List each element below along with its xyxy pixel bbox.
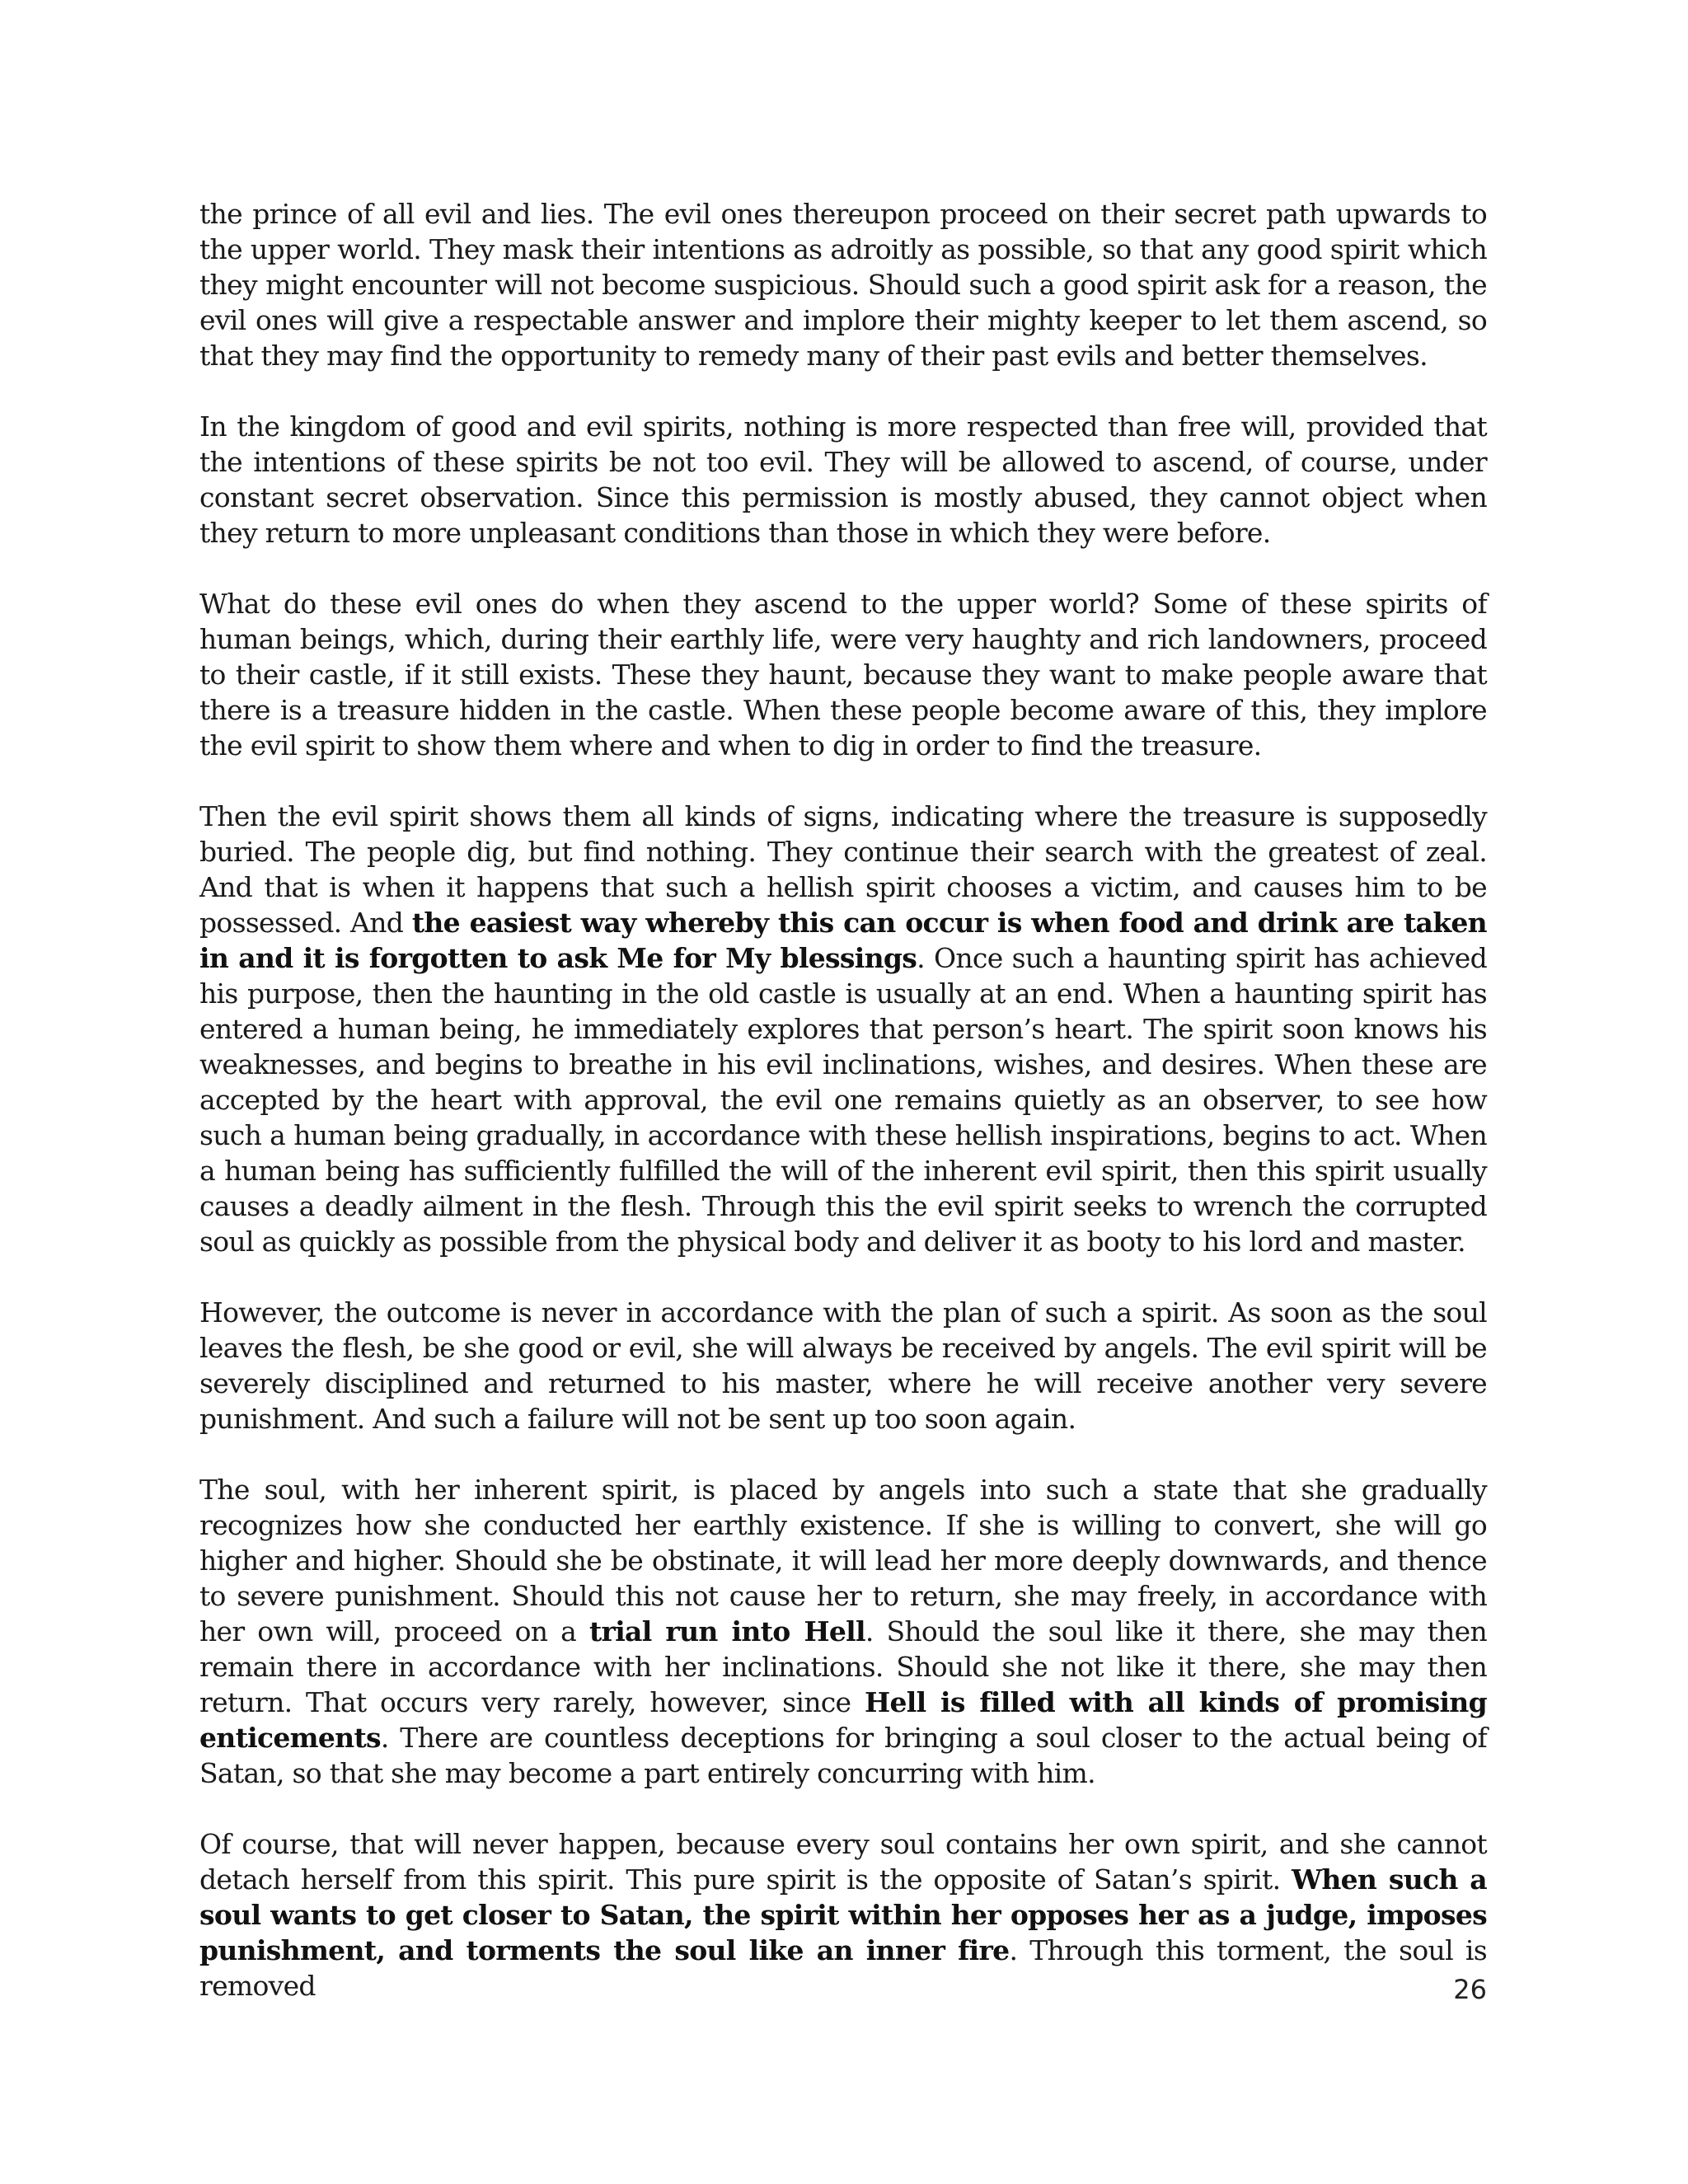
paragraph-text: Of course, that will never happen, because every soul contains her own spirit, and she cannot detach herself from this spirit. This pure spirit is the opposite of Satan’s spirit. [199, 1828, 1487, 1896]
paragraph [199, 586, 1487, 763]
bold-emphasis: When such a soul wants to get closer to Satan, the spirit within her opposes her as a judge, imposes punishment, and torments the soul like an inner fire [199, 1863, 1487, 1966]
paragraph-text: Then the evil spirit shows them all kinds of signs, indicating where the treasure is supposedly buried. The people dig, but find nothing. They continue their search with the greatest of zeal. And that is when it happens that such a hellish spirit chooses a victim, and causes him to be possessed. And [199, 800, 1487, 939]
paragraph-text: the prince of all evil and lies. The evil ones thereupon proceed on their secret path upwards to the upper world. They mask their intentions as adroitly as possible, so that any good spirit which they might encounter will not become suspicious. Should such a good spirit ask for a reason, the evil ones will give a respectable answer and implore their mighty keeper to let them ascend, so that they may find the opportunity to remedy many of their past evils and better themselves. [199, 198, 1487, 372]
paragraph [199, 1295, 1487, 1436]
bold-emphasis: the easiest way whereby this can occur is when food and drink are taken in and it is forgotten to ask Me for My blessings [199, 907, 1487, 974]
paragraph-text: . Should the soul like it there, she may then remain there in accordance with her inclinations. Should she not like it there, she may then return. That occurs very rarely, however, since [199, 1615, 1487, 1718]
bold-emphasis: Hell is filled with all kinds of promising enticements [199, 1686, 1487, 1754]
paragraph [199, 196, 1487, 373]
bold-emphasis: trial run into Hell [588, 1615, 865, 1647]
paragraph [199, 1826, 1487, 2004]
paragraph-text: The soul, with her inherent spirit, is placed by angels into such a state that she gradually recognizes how she conducted her earthly existence. If she is willing to convert, she will go higher and higher. Should she be obstinate, it will lead her more deeply downwards, and thence to severe punishment. Should this not cause her to return, she may freely, in accordance with her own will, proceed on a [199, 1474, 1487, 1647]
paragraph [199, 1472, 1487, 1791]
paragraph [199, 799, 1487, 1259]
paragraph-text: What do these evil ones do when they ascend to the upper world? Some of these spirits of human beings, which, during their earthly life, were very haughty and rich landowners, proceed to their castle, if it still exists. These they haunt, because they want to make people aware that there is a treasure hidden in the castle. When these people become aware of this, they implore the evil spirit to show them where and when to dig in order to find the treasure. [199, 588, 1487, 762]
page-number: 26 [1453, 1974, 1487, 2005]
paragraph-text: However, the outcome is never in accordance with the plan of such a spirit. As soon as the soul leaves the flesh, be she good or evil, she will always be received by angels. The evil spirit will be severely disciplined and returned to his master, where he will receive another very severe punishment. And such a failure will not be sent up too soon again. [199, 1296, 1487, 1435]
paragraph [199, 409, 1487, 551]
body-text [199, 196, 1487, 2004]
paragraph-text: In the kingdom of good and evil spirits, nothing is more respected than free will, provided that the intentions of these spirits be not too evil. They will be allowed to ascend, of course, under constant secret observation. Since this permission is mostly abused, they cannot object when they return to more unpleasant conditions than those in which they were before. [199, 410, 1487, 549]
paragraph-text: . Once such a haunting spirit has achieved his purpose, then the haunting in the old castle is usually at an end. When a haunting spirit has entered a human being, he immediately explores that person’s heart. The spirit soon knows his weaknesses, and begins to breathe in his evil inclinations, wishes, and desires. When these are accepted by the heart with approval, the evil one remains quietly as an observer, to see how such a human being gradually, in accordance with these hellish inspirations, begins to act. When a human being has sufficiently fulfilled the will of the inherent evil spirit, then this spirit usually causes a deadly ailment in the flesh. Through this the evil spirit seeks to wrench the corrupted soul as quickly as possible from the physical body and deliver it as booty to his lord and master. [199, 942, 1487, 1258]
paragraph-text: . There are countless deceptions for bringing a soul closer to the actual being of Satan, so that she may become a part entirely concurring with him. [199, 1722, 1487, 1789]
paragraph-text: . Through this torment, the soul is removed [199, 1934, 1487, 2002]
